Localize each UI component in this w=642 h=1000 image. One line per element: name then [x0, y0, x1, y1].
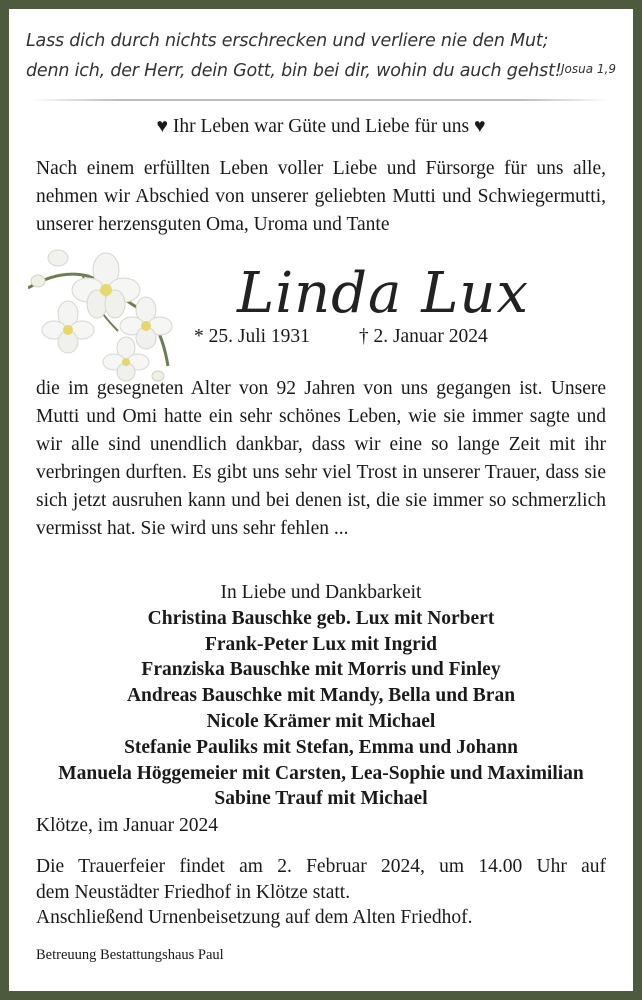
obituary-content: [12, 12, 630, 988]
mourner-line: Frank-Peter Lux mit Ingrid: [204, 633, 437, 655]
life-dates: [194, 326, 488, 348]
deceased-name: Linda Lux: [237, 261, 530, 326]
closing-section: [12, 580, 630, 812]
funeral-line-2: dem Neustädter Friedhof in Klötze statt.: [36, 881, 351, 903]
separator-line: [30, 99, 610, 101]
mourner-line: Stefanie Pauliks mit Stefan, Emma und Johann: [124, 736, 518, 758]
orchid-blossom-2: [42, 301, 94, 353]
closing-intro: In Liebe und Dankbarkeit: [220, 582, 422, 603]
place-date: Klötze, im Januar 2024: [36, 815, 218, 836]
funeral-line-3: Anschließend Urnenbeisetzung auf dem Alten Friedhof.: [36, 907, 473, 928]
funeral-line-1: Die Trauerfeier findet am 2. Februar 2024, um 14.00 Uhr auf: [36, 856, 606, 877]
mourner-line: Nicole Krämer mit Michael: [206, 710, 436, 732]
birth-date: * 25. Juli 1931: [194, 326, 310, 347]
orchid-image: [28, 236, 173, 386]
undertaker-credit: Betreuung Bestattungshaus Paul: [36, 947, 224, 963]
orchid-blossom-1: [72, 253, 140, 318]
mourner-line: Andreas Bauschke mit Mandy, Bella und Bran: [126, 685, 516, 707]
verse-line-2: denn ich, der Herr, dein Gott, bin bei dir, wohin du auch gehst!: [26, 61, 562, 81]
mourner-line: Manuela Höggemeier mit Carsten, Lea-Sophie und Maximilian: [58, 762, 584, 784]
death-date: † 2. Januar 2024: [358, 326, 488, 347]
mourner-line: Sabine Trauf mit Michael: [214, 788, 428, 810]
body-paragraph: die im gesegneten Alter von 92 Jahren von uns gegangen ist. Unsere Mutti und Omi hatte ein sehr schönes Leben, wie sie immer sagte und wir alle sind unendlich dankbar, dass wir eine so lange Zeit mit ihr verbringen durften. Es gibt uns sehr viel Trost in unserer Trauer, dass sie sich jetzt ausruhen kann und bei denen ist, die sie immer so schmerzlich vermisst hat. Sie wird uns sehr fehlen ...: [36, 378, 606, 539]
verse-reference: Josua 1,9: [561, 62, 616, 76]
mourner-line: Christina Bauschke geb. Lux mit Norbert: [147, 607, 495, 629]
intro-paragraph: Nach einem erfüllten Leben voller Liebe und Fürsorge für uns alle, nehmen wir Abschied von unserer geliebten Mutti und Schwiegermutti, unserer herzensguten Oma, Uroma und Tante: [36, 158, 606, 235]
mourner-line: Franziska Bauschke mit Morris und Finley: [141, 659, 501, 681]
bible-verse: [26, 26, 616, 86]
verse-line-1: Lass dich durch nichts erschrecken und verliere nie den Mut;: [26, 31, 549, 51]
motto: ♥ Ihr Leben war Güte und Liebe für uns ♥: [156, 116, 486, 137]
funeral-info: [36, 854, 606, 931]
